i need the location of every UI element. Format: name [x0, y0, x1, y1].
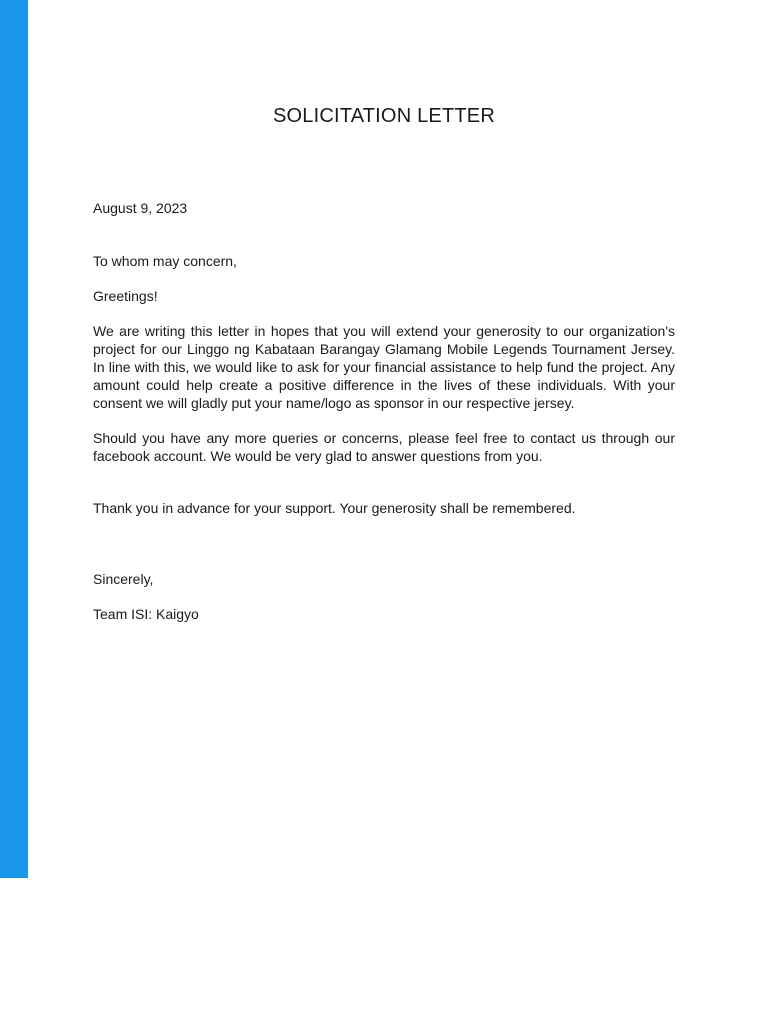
letter-closing: Sincerely, — [93, 571, 154, 587]
letter-signature: Team ISI: Kaigyo — [93, 606, 199, 622]
letter-thanks: Thank you in advance for your support. Your generosity shall be remembered. — [93, 500, 576, 516]
letter-title: SOLICITATION LETTER — [273, 105, 495, 127]
letter-salutation: To whom may concern, — [93, 253, 237, 269]
letter-paragraph-1: We are writing this letter in hopes that you will extend your generosity to our organization's project for our Linggo ng Kabataan Barangay Glamang Mobile Legends Tournament Jersey. In line with this, we would like to ask for your financial assistance to help fund the project. Any amount could help create a positive difference in the lives of these individuals. With your consent we will gladly put your name/logo as sponsor in our respective jersey. — [93, 323, 675, 411]
letter-greeting: Greetings! — [93, 288, 158, 304]
side-accent-bar — [0, 0, 28, 878]
letter-paragraph-2: Should you have any more queries or concerns, please feel free to contact us through our facebook account. We would be very glad to answer questions from you. — [93, 430, 675, 464]
letter-date: August 9, 2023 — [93, 200, 188, 216]
